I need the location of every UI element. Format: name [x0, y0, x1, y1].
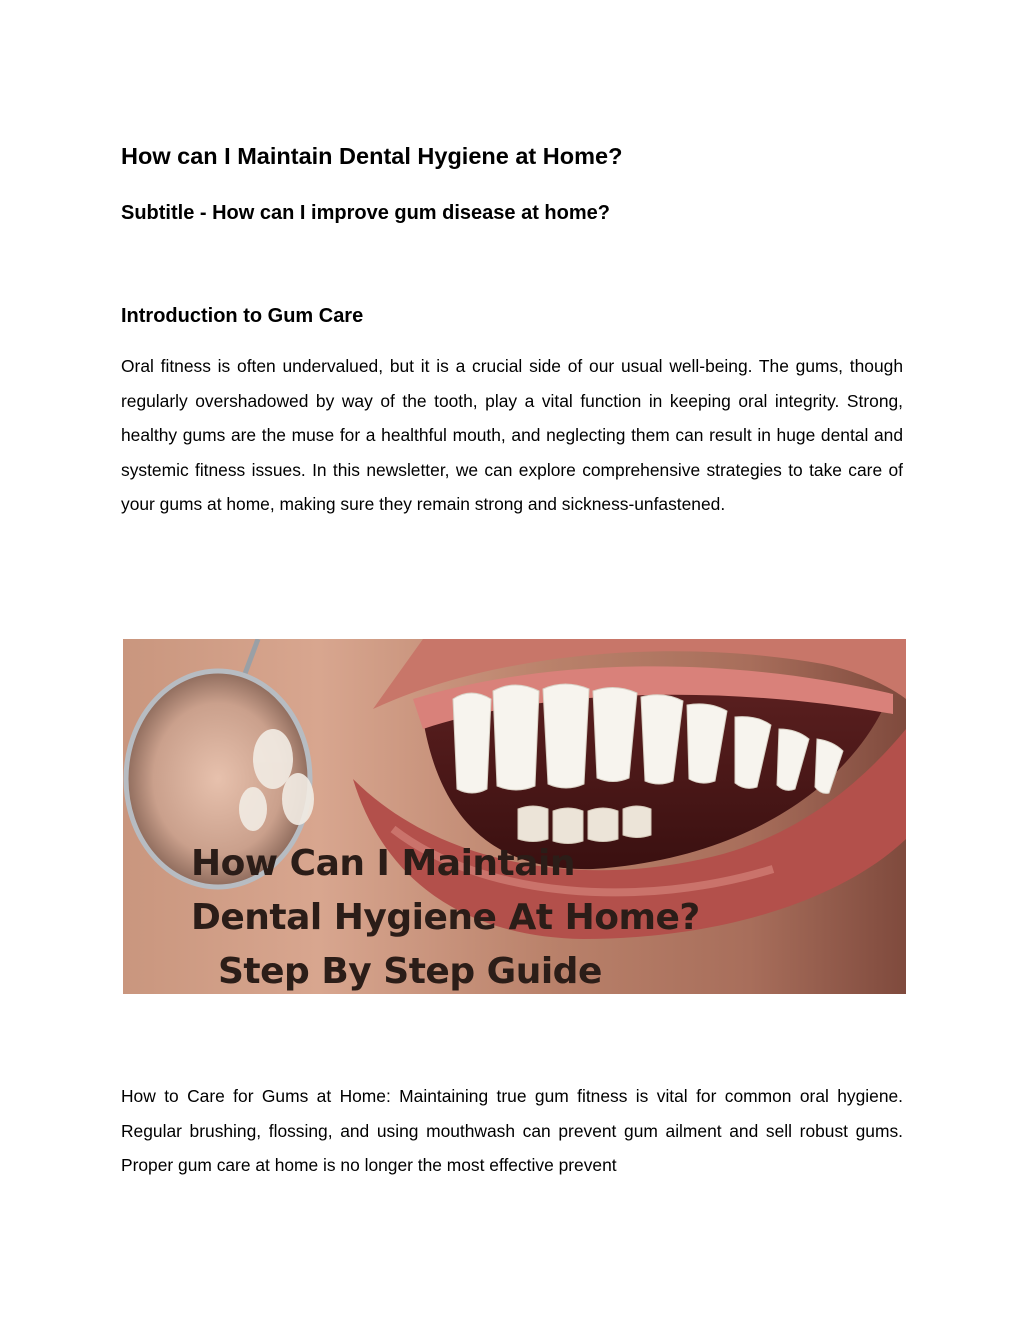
- hero-caption-line2: Dental Hygiene At Home?: [191, 897, 700, 938]
- section-heading: Introduction to Gum Care: [121, 305, 364, 327]
- care-paragraph: How to Care for Gums at Home: Maintaining true gum fitness is vital for common oral hygiene. Regular brushing, flossing, and using mouthwash can prevent gum ailment and sell robust gums. Proper gum care at home is no longer the most effective prevent: [121, 1086, 903, 1175]
- page-title: How can I Maintain Dental Hygiene at Home?: [121, 143, 623, 169]
- page-subtitle: Subtitle - How can I improve gum disease at home?: [121, 202, 610, 224]
- hero-caption-line1: How Can I Maintain: [191, 843, 576, 884]
- hero-image: [123, 639, 906, 994]
- intro-paragraph: Oral fitness is often undervalued, but it is a crucial side of our usual well-being. The gums, though regularly overshadowed by way of the tooth, play a vital function in keeping oral integrity. Strong, healthy gums are the muse for a healthful mouth, and neglecting them can result in huge dental and systemic fitness issues. In this newsletter, we can explore comprehensive strategies to take care of your gums at home, making sure they remain strong and sickness-unfastened.: [121, 356, 903, 514]
- hero-caption: [191, 837, 700, 994]
- mirror-handle: [243, 639, 258, 679]
- hero-caption-line3: Step By Step Guide: [218, 951, 602, 992]
